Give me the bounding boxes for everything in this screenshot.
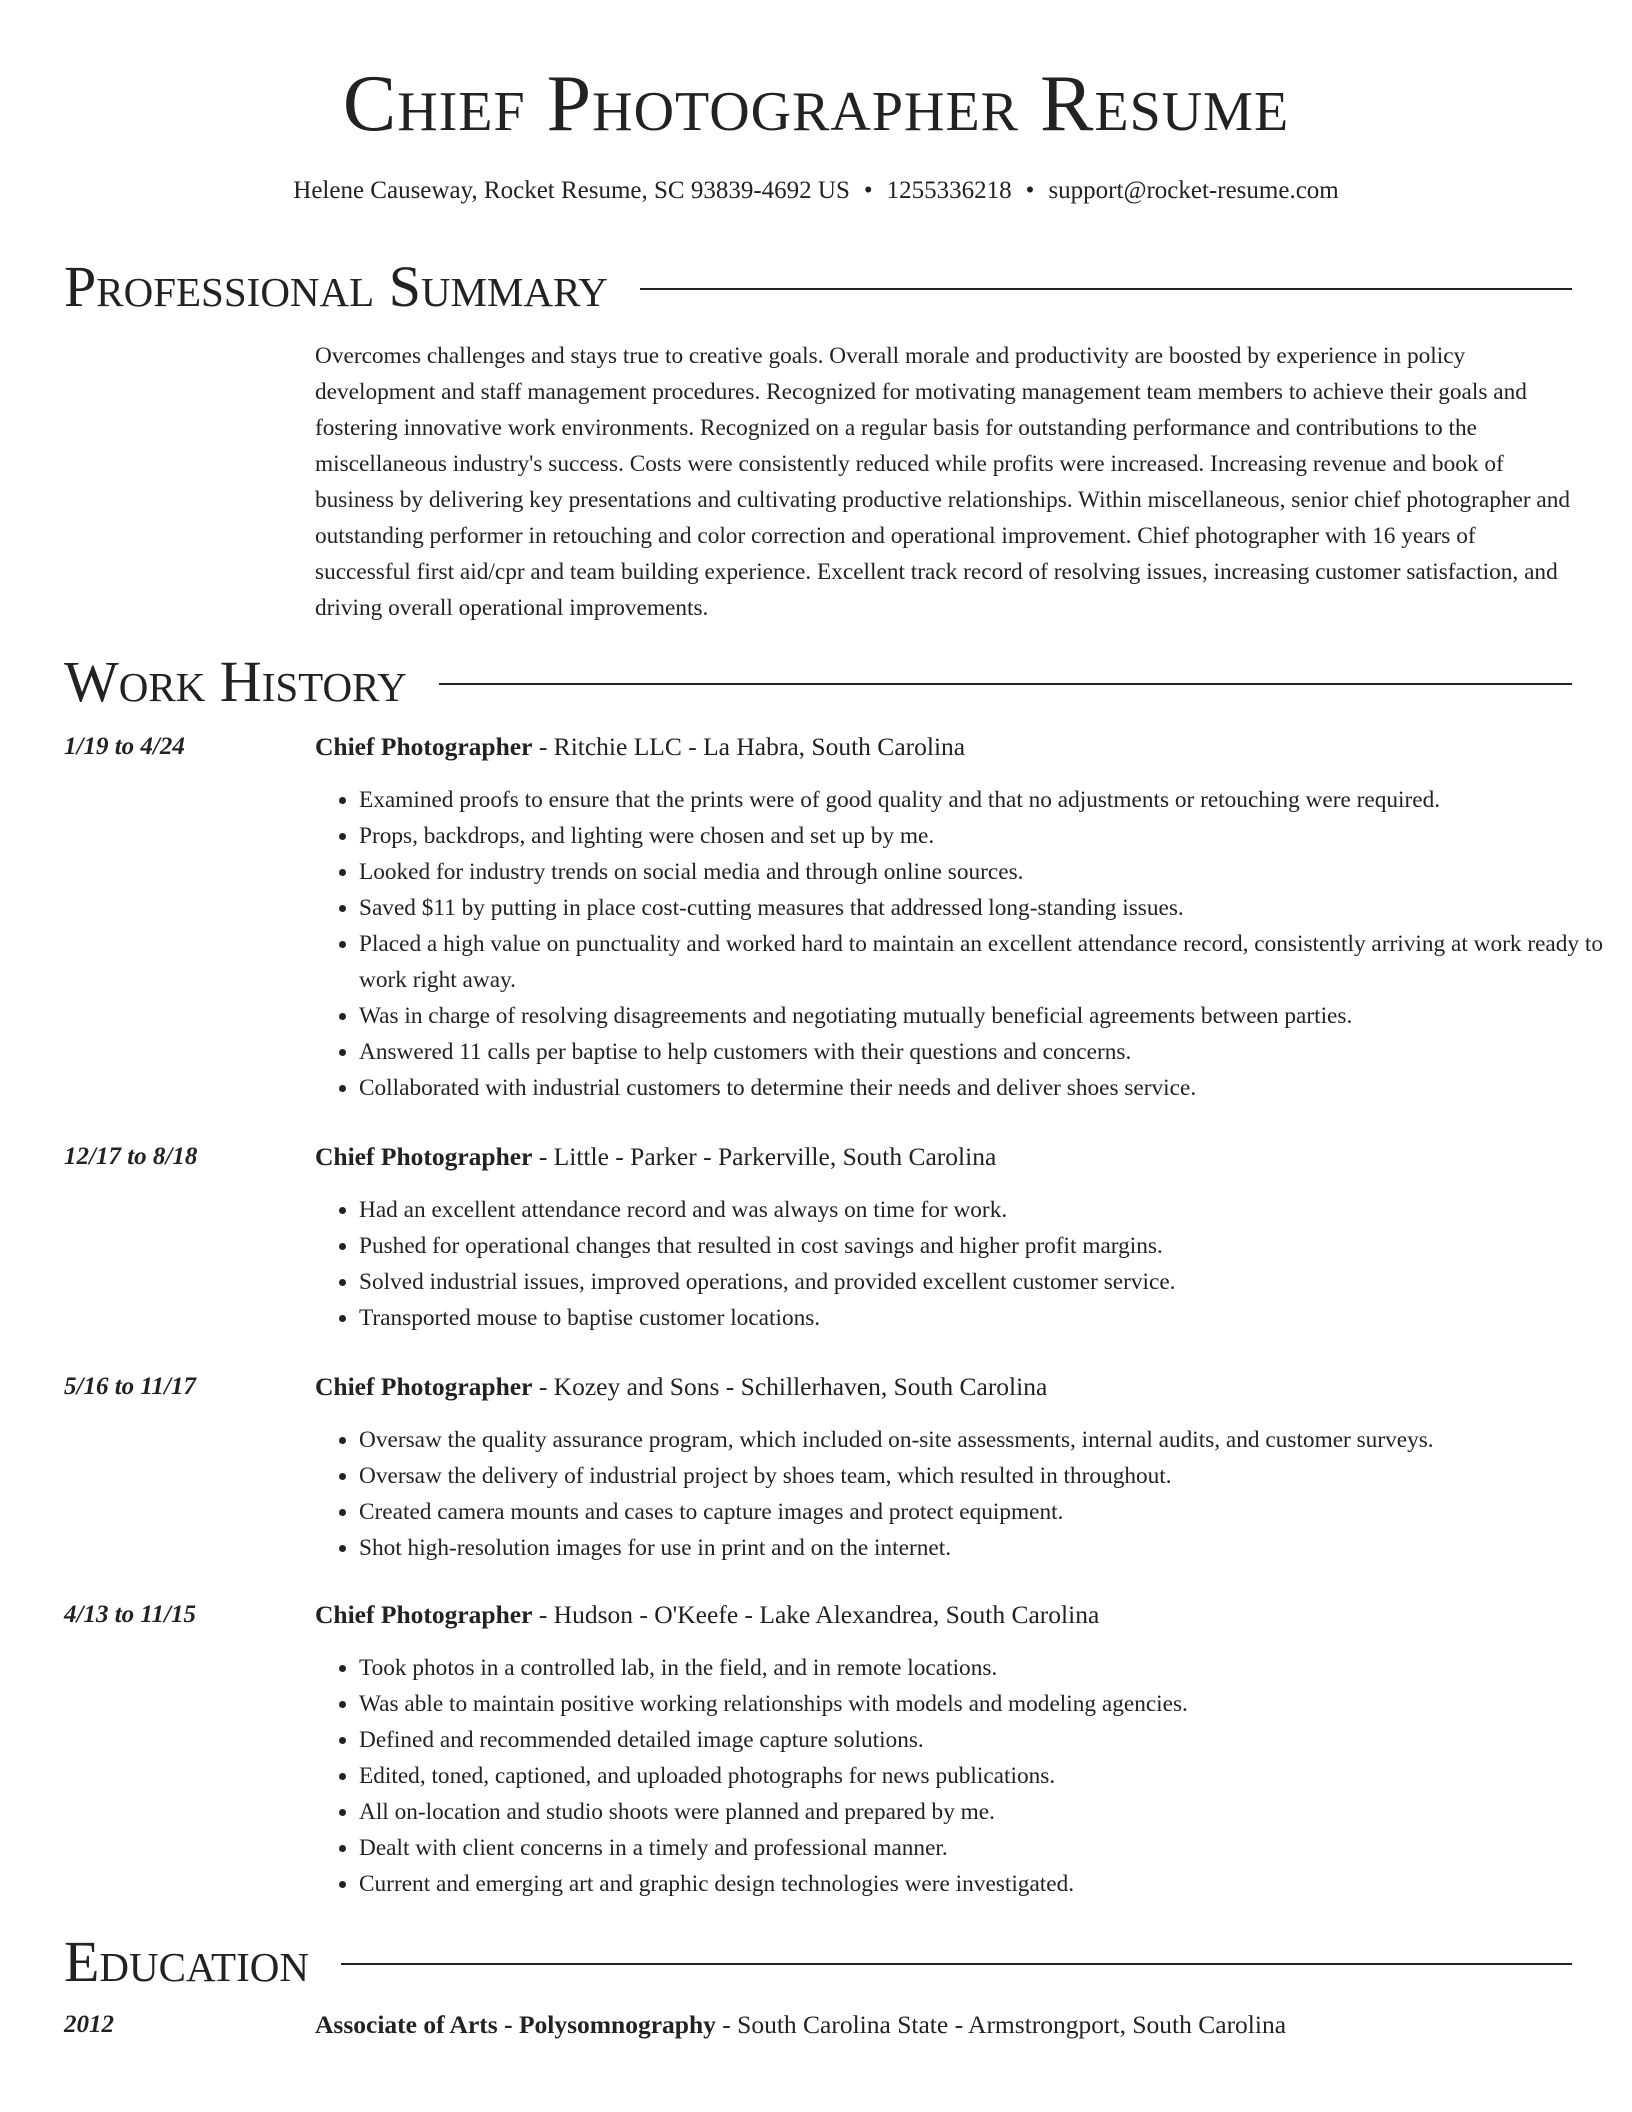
job-role: Chief Photographer [315,732,533,761]
list-item: • Looked for industry trends on social media and through online sources. [359,854,1629,890]
job-dates: 5/16 to 11/17 [64,1373,196,1400]
job-bullets [315,782,1629,1106]
list-item: • Pushed for operational changes that resulted in cost savings and higher profit margins. [359,1228,1629,1264]
list-item: • Edited, toned, captioned, and uploaded photographs for news publications. [359,1758,1629,1794]
list-item: • Oversaw the quality assurance program, which included on-site assessments, internal audits, and customer surveys. [359,1422,1629,1458]
job-role: Chief Photographer [315,1600,533,1629]
summary-section-title: Professional Summary [64,254,608,319]
section-divider [439,683,1572,685]
work-section-header [64,650,1572,714]
list-item: • Answered 11 calls per baptise to help customers with their questions and concerns. [359,1034,1629,1070]
job-heading [315,730,965,764]
list-item: • Saved $11 by putting in place cost-cutting measures that addressed long-standing issues. [359,890,1629,926]
job-details: - Kozey and Sons - Schillerhaven, South Carolina [532,1372,1048,1401]
job-dates: 12/17 to 8/18 [64,1143,198,1170]
list-item: • Oversaw the delivery of industrial project by shoes team, which resulted in throughout. [359,1458,1629,1494]
list-item: • Had an excellent attendance record and was always on time for work. [359,1192,1629,1228]
list-item: • Dealt with client concerns in a timely and professional manner. [359,1830,1629,1866]
job-heading [315,1370,1047,1404]
resume-title: Chief Photographer Resume [342,60,1290,148]
job-role: Chief Photographer [315,1372,533,1401]
contact-email: support@rocket-resume.com [1048,177,1339,204]
education-year: 2012 [64,2011,114,2038]
list-item: • Solved industrial issues, improved operations, and provided excellent customer service. [359,1264,1629,1300]
contact-phone: 1255336218 [886,177,1012,204]
work-section-title: Work History [64,649,407,714]
list-item: • Transported mouse to baptise customer locations. [359,1300,1629,1336]
education-heading [315,2008,1286,2042]
job-details: - Little - Parker - Parkerville, South Carolina [532,1142,997,1171]
section-divider [341,1963,1572,1965]
list-item: • Defined and recommended detailed image capture solutions. [359,1722,1629,1758]
list-item: • All on-location and studio shoots were planned and prepared by me. [359,1794,1629,1830]
job-bullets [315,1650,1629,1902]
job-heading [315,1598,1099,1632]
job-bullets [315,1192,1629,1336]
list-item: • Examined proofs to ensure that the prints were of good quality and that no adjustments or retouching were required. [359,782,1629,818]
job-dates: 4/13 to 11/15 [64,1601,196,1628]
education-degree: Associate of Arts - Polysomnography [315,2010,716,2039]
job-details: - Hudson - O'Keefe - Lake Alexandrea, South Carolina [532,1600,1100,1629]
job-role: Chief Photographer [315,1142,533,1171]
list-item: • Props, backdrops, and lighting were chosen and set up by me. [359,818,1629,854]
education-section-title: Education [64,1929,309,1994]
education-details: - South Carolina State - Armstrongport, South Carolina [715,2010,1287,2039]
contact-address: Helene Causeway, Rocket Resume, SC 93839-4692 US [293,177,850,204]
list-item: • Created camera mounts and cases to capture images and protect equipment. [359,1494,1629,1530]
summary-text: Overcomes challenges and stays true to creative goals. Overall morale and productivity are boosted by experience in policy development and staff management procedures. Recognized for motivating management team members to achieve their goals and fostering innovative work environments. Recognized on a regular basis for outstanding performance and contributions to the miscellaneous industry's success. Costs were consistently reduced while profits were increased. Increasing revenue and book of business by delivering key presentations and cultivating productive relationships. Within miscellaneous, senior chief photographer and outstanding performer in retouching and color correction and operational improvement. Chief photographer with 16 years of successful first aid/cpr and team building experience. Excellent track record of resolving issues, increasing customer satisfaction, and driving overall operational improvements. [315,343,1571,621]
contact-line [0,174,1632,208]
summary-section-header [64,255,1572,319]
contact-separator: • [863,177,873,204]
list-item: • Was able to maintain positive working relationships with models and modeling agencies. [359,1686,1629,1722]
section-divider [640,288,1572,290]
job-heading [315,1140,996,1174]
job-details: - Ritchie LLC - La Habra, South Carolina [532,732,966,761]
list-item: • Current and emerging art and graphic design technologies were investigated. [359,1866,1629,1902]
list-item: • Shot high-resolution images for use in print and on the internet. [359,1530,1629,1566]
job-bullets [315,1422,1629,1566]
list-item: • Collaborated with industrial customers to determine their needs and deliver shoes service. [359,1070,1629,1106]
list-item: • Was in charge of resolving disagreements and negotiating mutually beneficial agreements between parties. [359,998,1629,1034]
contact-separator: • [1025,177,1035,204]
education-section-header [64,1930,1572,1994]
list-item: • Took photos in a controlled lab, in the field, and in remote locations. [359,1650,1629,1686]
job-dates: 1/19 to 4/24 [64,733,185,760]
list-item: • Placed a high value on punctuality and worked hard to maintain an excellent attendance record, consistently arriving at work ready to work right away. [359,926,1629,998]
